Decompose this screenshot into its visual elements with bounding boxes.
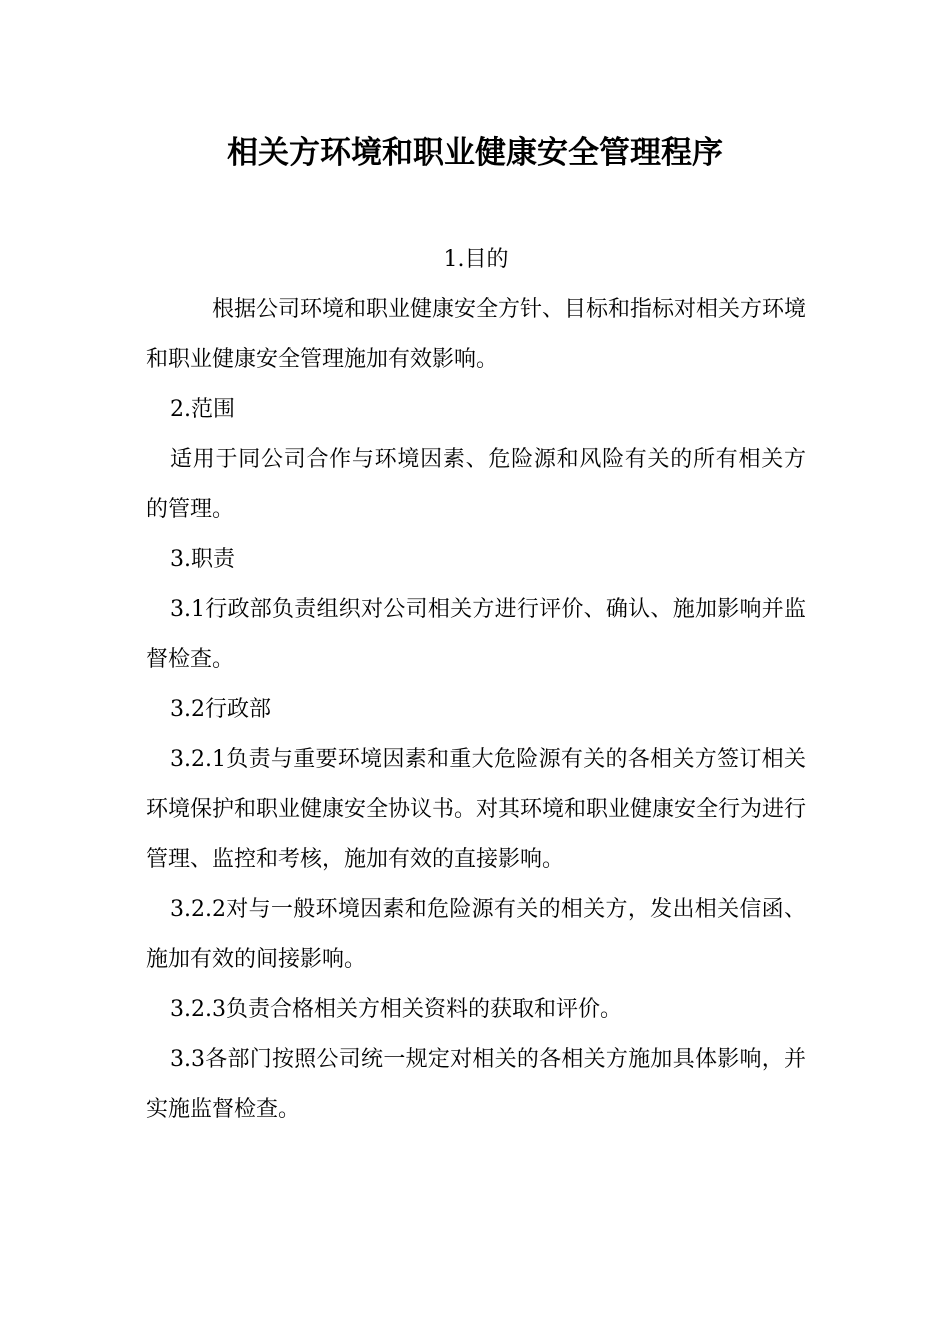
section-heading-responsibilities: 3.职责 (170, 547, 235, 572)
paragraph-3-2-3: 3.2.3负责合格相关方相关资料的获取和评价。 (170, 997, 622, 1022)
document-title: 相关方环境和职业健康安全管理程序 (227, 135, 723, 171)
section-heading-scope: 2.范围 (170, 397, 235, 422)
paragraph-3-2-1: 3.2.1负责与重要环境因素和重大危险源有关的各相关方签订相关环境保护和职业健康安全协议书。对其环境和职业健康安全行为进行管理、监控和考核，施加有效的直接影响。 (146, 747, 807, 872)
paragraph-3-3: 3.3各部门按照公司统一规定对相关的各相关方施加具体影响，并实施监督检查。 (146, 1047, 806, 1122)
paragraph-purpose: 根据公司环境和职业健康安全方针、目标和指标对相关方环境和职业健康安全管理施加有效影响。 (146, 297, 807, 372)
paragraph-scope: 适用于同公司合作与环境因素、危险源和风险有关的所有相关方的管理。 (146, 447, 806, 522)
section-heading-purpose: 1.目的 (443, 247, 509, 272)
paragraph-3-2: 3.2行政部 (170, 697, 271, 722)
paragraph-3-1: 3.1行政部负责组织对公司相关方进行评价、确认、施加影响并监督检查。 (146, 597, 806, 672)
document-body (146, 235, 806, 1135)
paragraph-3-2-2: 3.2.2对与一般环境因素和危险源有关的相关方，发出相关信函、施加有效的间接影响。 (146, 897, 806, 972)
